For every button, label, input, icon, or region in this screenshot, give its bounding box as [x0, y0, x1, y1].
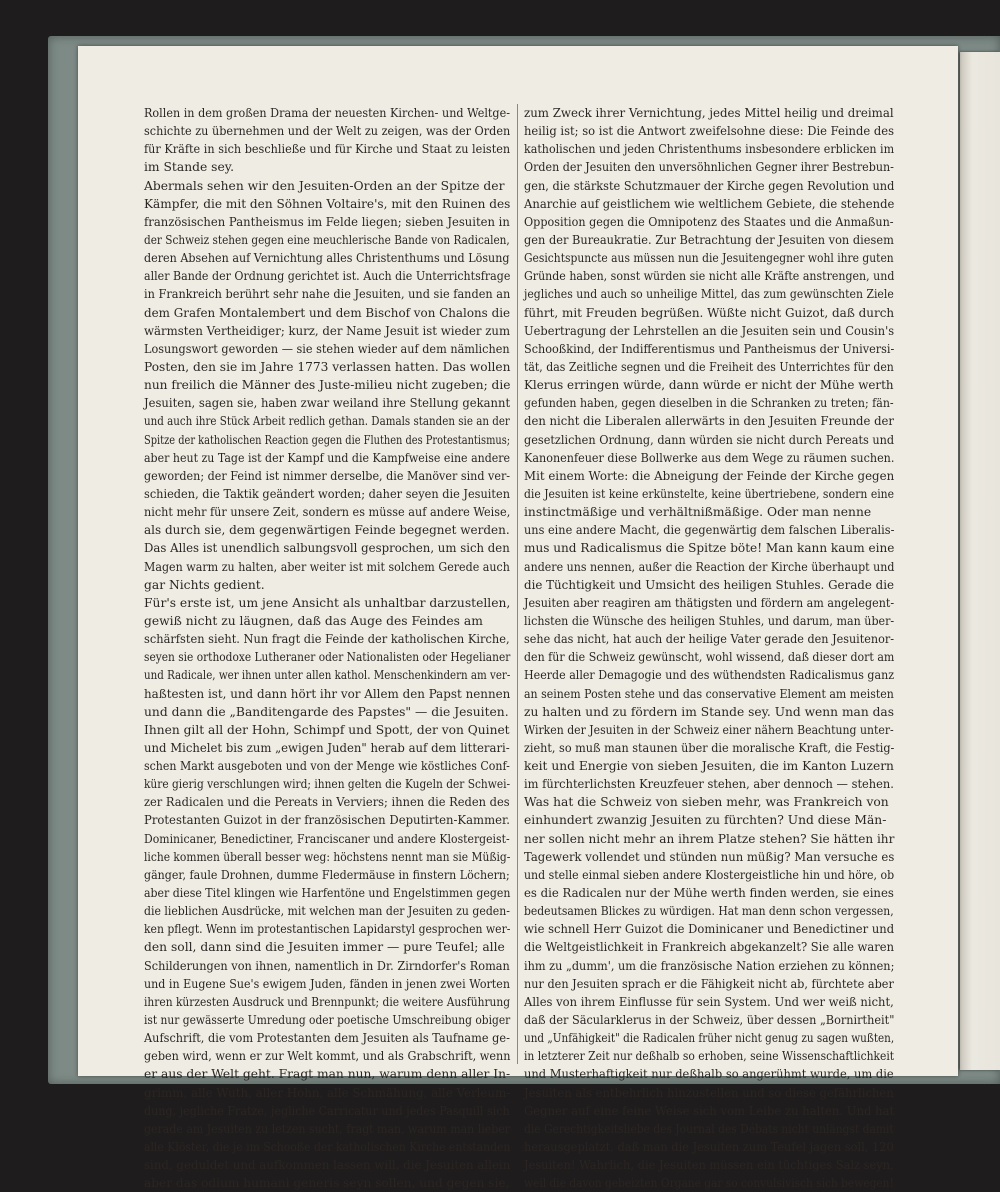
text-line: Jesuiten, sagen sie, haben zwar weiland ihre Stellung gekannt: [144, 396, 511, 411]
text-line: nur den Jesuiten sprach er die Fähigkeit nicht ab, fürchtete aber: [524, 976, 894, 991]
text-line: Anarchie auf geistlichem wie weltlichem Gebiete, die stehende: [524, 196, 895, 211]
text-line: lichsten die Wünsche des heiligen Stuhles, und darum, man über-: [524, 613, 895, 628]
text-line: Dominicaner, Benedictiner, Franciscaner und andere Klostergeist-: [144, 831, 510, 846]
text-line: Jesuiten aber reagiren am thätigsten und fördern am angelegent-: [524, 595, 895, 610]
text-line: in Frankreich berührt sehr nahe die Jesuiten, und sie fanden an: [144, 287, 511, 302]
text-line: geworden; der Feind ist nimmer derselbe, die Manöver sind ver-: [144, 468, 511, 483]
text-line: für Kräfte in sich beschließe und für Kirche und Staat zu leisten: [144, 142, 511, 157]
text-line: nicht mehr für unsere Zeit, sondern es müsse auf andere Weise,: [144, 505, 511, 520]
text-line: und in Eugene Sue's ewigem Juden, fänden in jenen zwei Worten: [144, 976, 510, 991]
text-line: und Radicale, wer ihnen unter allen kathol. Menschenkindern am ver-: [144, 668, 511, 683]
text-line: sehe das nicht, hat auch der heilige Vater gerade den Jesuitenor-: [524, 632, 895, 647]
text-line: Heerde aller Demagogie und des wüthendsten Radicalismus ganz: [524, 668, 895, 683]
text-line: Schilderungen von ihnen, namentlich in Dr. Zirndorfer's Roman: [144, 958, 510, 973]
text-line: aber heut zu Tage ist der Kampf und die Kampfweise eine andere: [144, 450, 511, 465]
text-line: und Musterhaftigkeit nur deßhalb so angerühmt wurde, um die: [524, 1067, 894, 1082]
text-line: zer Radicalen und die Pereats in Verviers; ihnen die Reden des: [144, 795, 510, 810]
text-line: gesetzlichen Ordnung, dann würden sie nicht durch Pereats und: [524, 432, 895, 447]
text-line: führt, mit Freuden begrüßen. Wüßte nicht Guizot, daß durch: [524, 305, 895, 320]
text-line: herausgeplatzt, daß man die Jesuiten zum Teufel jagen soll, 120: [524, 1140, 894, 1155]
text-line: und dann die „Banditengarde des Papstes" — die Jesuiten.: [144, 704, 509, 719]
text-line: ihm zu „dumm', um die französische Nation erziehen zu können;: [524, 958, 895, 973]
text-line: Gesichtspuncte aus müssen nun die Jesuitengegner wohl ihre guten: [524, 251, 894, 266]
right-column: [524, 104, 895, 1191]
text-line: Orden der Jesuiten den unversöhnlichen Gegner ihrer Bestrebun-: [524, 160, 894, 175]
text-line: Spitze der katholischen Reaction gegen die Fluthen des Protestantismus;: [144, 432, 511, 447]
text-line: in letzterer Zeit nur deßhalb so erhoben, seine Wissenschaftlichkeit: [524, 1049, 895, 1064]
column-rule: [517, 104, 518, 1064]
text-line: und „Unfähigkeit" die Radicalen früher nicht genug zu sagen wußten,: [524, 1031, 895, 1046]
text-line: es die Radicalen nur der Mühe werth finden werden, sie eines: [524, 886, 894, 901]
text-line: Opposition gegen die Omnipotenz des Staates und die Anmaßun-: [524, 214, 894, 229]
text-line: mus und Radicalismus die Spitze böte! Man kann kaum eine: [524, 541, 895, 556]
text-line: die Gerechtigkeitsliebe des Journal des Débats nicht unlängst damit: [524, 1121, 894, 1136]
text-line: geben wird, wenn er zur Welt kommt, und als Grabschrift, wenn: [144, 1049, 511, 1064]
text-line: und stelle einmal sieben andere Klostergeistliche hin und höre, ob: [524, 867, 895, 882]
text-line: Abermals sehen wir den Jesuiten-Orden an der Spitze der: [144, 178, 505, 193]
text-line: Ihnen gilt all der Hohn, Schimpf und Spott, der von Quinet: [144, 722, 510, 737]
text-line: gefunden haben, gegen dieselben in die Schranken zu treten; fän-: [524, 396, 894, 411]
text-line: seyen sie orthodoxe Lutheraner oder Nationalisten oder Hegelianer: [144, 650, 511, 665]
text-line: tät, das Zeitliche segnen und die Freiheit des Unterrichtes für den: [524, 359, 894, 374]
text-line: Jesuiten! Wahrlich, die Jesuiten müssen ein tüchtiges Salz seyn,: [524, 1158, 894, 1173]
text-line: deren Absehen auf Vernichtung alles Christenthums und Lösung: [144, 251, 510, 266]
text-line: der Schweiz stehen gegen eine meuchlerische Bande von Radicalen,: [144, 232, 510, 247]
text-line: schärfsten sieht. Nun fragt die Feinde der katholischen Kirche,: [144, 632, 510, 647]
text-line: zu halten und zu fördern im Stande sey. Und wenn man das: [524, 704, 894, 719]
text-line: Was hat die Schweiz von sieben mehr, was Frankreich von: [524, 795, 889, 810]
text-line: Kämpfer, die mit den Söhnen Voltaire's, mit den Ruinen des: [144, 196, 511, 211]
text-line: alle Klöster, die je im Schooße der katholischen Kirche entstanden: [144, 1140, 511, 1155]
text-line: weil die davon gebeizten Organe gar so convulsivisch sich bewegen!: [524, 1176, 894, 1191]
text-line: Mit einem Worte: die Abneigung der Feinde der Kirche gegen: [524, 468, 895, 483]
text-line: ken pflegt. Wenn im protestantischen Lapidarstyl gesprochen wer-: [144, 922, 511, 937]
text-line: und auch ihre Stück Arbeit redlich gethan. Damals standen sie an der: [144, 414, 510, 429]
text-line: instinctmäßige und verhältnißmäßige. Oder man nenne: [524, 505, 872, 520]
text-line: katholischen und jeden Christenthums insbesondere erblicken im: [524, 142, 895, 157]
text-line: Protestanten Guizot in der französischen Deputirten-Kammer.: [144, 813, 510, 828]
text-line: gänger, faule Drohnen, dumme Fledermäuse in finstern Löchern;: [144, 867, 510, 882]
text-line: die Jesuiten ist keine erkünstelte, keine übertriebene, sondern eine: [524, 486, 895, 501]
text-line: schen Markt ausgeboten und von der Menge wie köstliches Conf-: [144, 759, 510, 774]
text-line: Aufschrift, die vom Protestanten dem Jesuiten als Taufname ge-: [144, 1031, 510, 1046]
text-line: Magen warm zu halten, aber weiter ist mit solchem Gerede auch: [144, 559, 510, 574]
facing-page-edge: [960, 52, 1000, 1070]
text-line: Tagewerk vollendet und stünden nun müßig? Man versuche es: [524, 849, 895, 864]
text-line: uns eine andere Macht, die gegenwärtig dem falschen Liberalis-: [524, 523, 895, 538]
text-line: er aus der Welt geht. Fragt man nun, warum denn aller In-: [144, 1067, 511, 1082]
text-line: nun freilich die Männer des Juste-milieu nicht zugeben; die: [144, 378, 511, 393]
text-line: wie schnell Herr Guizot die Dominicaner und Benedictiner und: [524, 922, 895, 937]
text-line: zum Zweck ihrer Vernichtung, jedes Mittel heilig und dreimal: [524, 106, 894, 120]
text-line: französischen Pantheismus im Felde liegen; sieben Jesuiten in: [144, 214, 510, 229]
text-line: gen der Bureaukratie. Zur Betrachtung der Jesuiten von diesem: [524, 232, 894, 247]
text-line: als durch sie, dem gegenwärtigen Feinde begegnet werden.: [144, 523, 510, 538]
text-line: gar Nichts gedient.: [144, 577, 265, 592]
text-line: die Weltgeistlichkeit in Frankreich abgekanzelt? Sie alle waren: [524, 940, 895, 955]
text-line: an seinem Posten stehe und das conservative Element am meisten: [524, 686, 894, 701]
text-line: aber diese Titel klingen wie Harfentöne und Engelstimmen gegen: [144, 886, 511, 901]
text-line: den nicht die Liberalen allerwärts in den Jesuiten Freunde der: [524, 414, 895, 429]
text-line: und Michelet bis zum „ewigen Juden" herab auf dem litterari-: [144, 740, 510, 755]
text-line: dung, jegliche Fratze, jegliche Carricatur und jedes Pasquill sich: [144, 1103, 510, 1118]
left-column: [144, 104, 511, 1191]
text-line: einhundert zwanzig Jesuiten zu fürchten? Und diese Män-: [524, 813, 887, 828]
text-line: im Stande sey.: [144, 160, 234, 175]
text-line: schieden, die Taktik geändert worden; daher seyen die Jesuiten: [144, 486, 511, 501]
text-line: ist nur gewässerte Umredung oder poetische Umschreibung obiger: [144, 1013, 511, 1028]
text-line: schichte zu übernehmen und der Welt zu zeigen, was der Orden: [144, 124, 511, 139]
text-line: Für's erste ist, um jene Ansicht als unhaltbar darzustellen,: [144, 595, 511, 610]
text-line: den für die Schweiz gewünscht, wohl wissend, daß dieser dort am: [524, 650, 895, 665]
text-line: Das Alles ist unendlich salbungsvoll gesprochen, um sich den: [144, 541, 510, 556]
text-line: Wirken der Jesuiten in der Schweiz einer nähern Beachtung unter-: [524, 722, 894, 737]
text-line: die lieblichen Ausdrücke, mit welchen man der Jesuiten zu geden-: [144, 904, 510, 919]
text-line: gewiß nicht zu läugnen, daß das Auge des Feindes am: [144, 613, 483, 628]
text-line: Gegner auf eine feine Weise sich vom Leibe zu halten. Und hat: [524, 1103, 895, 1118]
text-line: sind, geduldet und aufkommen lassen will, die Jesuiten allein: [144, 1158, 511, 1173]
text-line: im fürchterlichsten Kreuzfeuer stehen, aber dennoch — stehen.: [524, 777, 894, 792]
text-line: die Tüchtigkeit und Umsicht des heiligen Stuhles. Gerade die: [524, 577, 895, 592]
text-line: Schooßkind, der Indifferentismus und Pantheismus der Universi-: [524, 341, 895, 356]
text-line: Klerus erringen würde, dann würde er nicht der Mühe werth: [524, 378, 894, 393]
text-line: den soll, dann sind die Jesuiten immer — pure Teufel; alle: [144, 940, 505, 955]
text-line: ihren kürzesten Ausdruck und Brennpunkt; die weitere Ausführung: [144, 994, 511, 1009]
text-line: Losungswort geworden — sie stehen wieder auf dem nämlichen: [144, 341, 510, 356]
text-line: gen, die stärkste Schutzmauer der Kirche gegen Revolution und: [524, 178, 895, 193]
text-line: grimm, alle Wuth, aller Hohn, alle Schmähung, alle Verleum-: [144, 1085, 511, 1100]
text-line: wärmsten Vertheidiger; kurz, der Name Jesuit ist wieder zum: [144, 323, 511, 338]
text-line: küre gierig verschlungen wird; ihnen gelten die Kugeln der Schwei-: [144, 777, 511, 792]
text-line: gerade am Jesuiten zu letzen sucht, fragt man, warum man lieber: [144, 1121, 511, 1136]
text-line: Uebertragung der Lehrstellen an die Jesuiten sein und Cousin's: [524, 323, 895, 338]
text-line: daß der Säcularklerus in der Schweiz, über dessen „Bornirtheit": [524, 1013, 895, 1028]
text-line: Alles von ihrem Einflusse für sein System. Und wer weiß nicht,: [524, 994, 894, 1009]
text-line: Kanonenfeuer diese Bollwerke aus dem Wege zu räumen suchen.: [524, 450, 895, 465]
text-line: zieht, so muß man staunen über die moralische Kraft, die Festig-: [524, 740, 895, 755]
text-line: ner sollen nicht mehr an ihrem Platze stehen? Sie hätten ihr: [524, 831, 895, 846]
text-line: andere uns nennen, außer die Reaction der Kirche überhaupt und: [524, 559, 895, 574]
text-line: Jesuiten als entbehrlich hinzustellen und so diese gefährlichen: [524, 1085, 894, 1100]
text-line: jegliches und auch so unheilige Mittel, das zum gewünschten Ziele: [524, 287, 894, 302]
text-line: dem Grafen Montalembert und dem Bischof von Chalons die: [144, 305, 511, 320]
text-line: bedeutsamen Blickes zu würdigen. Hat man denn schon vergessen,: [524, 904, 894, 919]
text-line: keit und Energie von sieben Jesuiten, die im Kanton Luzern: [524, 759, 894, 774]
text-line: aber das odium humani generis seyn sollen, und gegen sie,: [144, 1176, 510, 1191]
text-line: Posten, den sie im Jahre 1773 verlassen hatten. Das wollen: [144, 359, 511, 374]
text-line: aller Bande der Ordnung gerichtet ist. Auch die Unterrichtsfrage: [144, 269, 511, 284]
text-line: liche kommen überall besser weg: höchstens nennt man sie Müßig-: [144, 849, 511, 864]
text-line: Rollen in dem großen Drama der neuesten Kirchen- und Weltge-: [144, 106, 511, 120]
text-line: haßtesten ist, und dann hört ihr vor Allem den Papst nennen: [144, 686, 511, 701]
text-line: Gründe haben, sonst würden sie nicht alle Kräfte anstrengen, und: [524, 269, 895, 284]
text-line: heilig ist; so ist die Antwort zweifelsohne diese: Die Feinde des: [524, 124, 895, 139]
